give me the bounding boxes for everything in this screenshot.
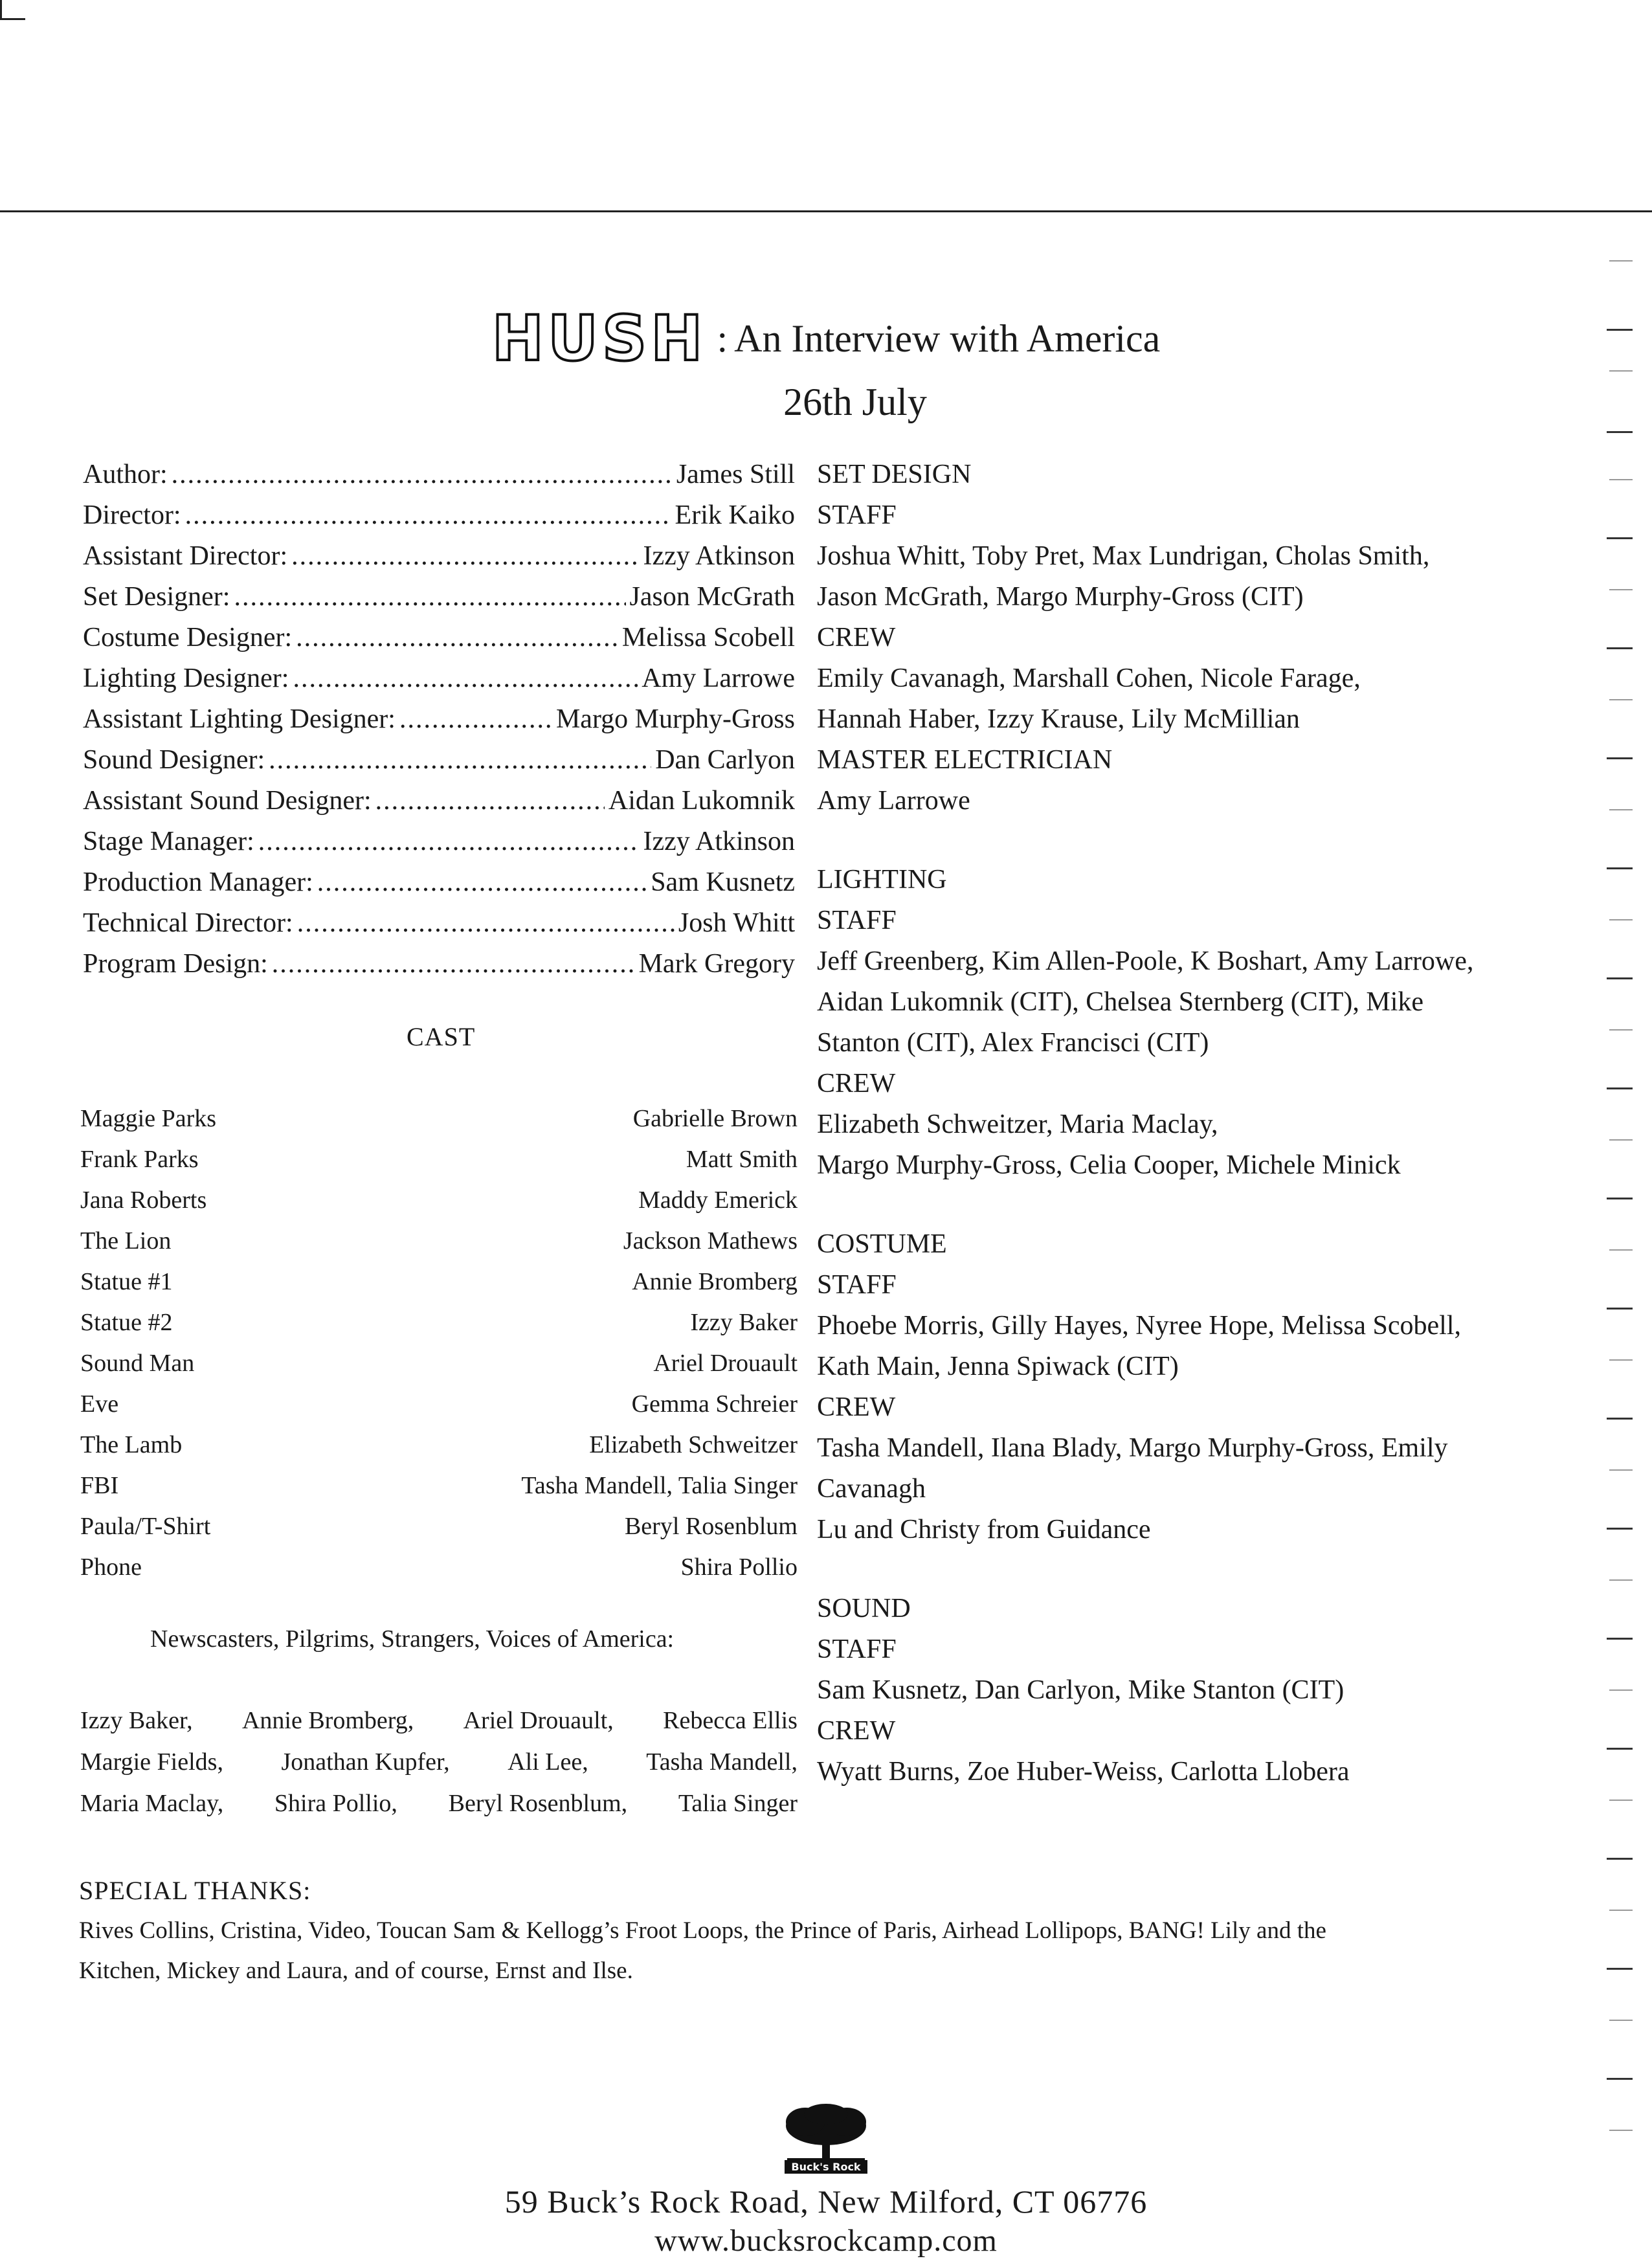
edge-mark: [1609, 2020, 1633, 2021]
set-crew-label: CREW: [817, 623, 896, 652]
credit-role: Technical Director:: [83, 908, 293, 938]
leader-dots: [293, 658, 638, 699]
character-name: FBI: [80, 1472, 119, 1499]
lighting-staff-label: STAFF: [817, 906, 897, 935]
ensemble-member: Rebecca Ellis: [663, 1707, 798, 1734]
set-staff-label: STAFF: [817, 500, 897, 530]
character-name: The Lion: [80, 1227, 172, 1254]
show-subtitle: An Interview with America: [734, 317, 1161, 360]
credit-name: Izzy Atkinson: [643, 541, 795, 571]
actor-name: Elizabeth Schweitzer: [589, 1431, 798, 1458]
special-thanks-line: Rives Collins, Cristina, Video, Toucan Sam & Kellogg’s Froot Loops, the Prince of Paris, Airhead Lollipops, BANG! Lily and the: [79, 1917, 1326, 1944]
credit-name: Mark Gregory: [638, 949, 795, 979]
cast-heading: CAST: [407, 1022, 476, 1051]
cast-row: [80, 1425, 798, 1466]
page-fold-line: [0, 210, 1652, 212]
credit-row: [83, 495, 795, 536]
cast-list: [80, 1098, 798, 1588]
cast-row: [80, 1139, 798, 1180]
edge-mark: [1607, 977, 1633, 979]
edge-mark: [1607, 1638, 1633, 1640]
edge-mark: [1607, 1087, 1633, 1089]
cast-row: [80, 1384, 798, 1425]
section-gap: [817, 1550, 1555, 1589]
edge-mark: [1609, 699, 1633, 700]
credit-row: [83, 862, 795, 903]
credit-row: [83, 781, 795, 821]
costume-staff-line: Phoebe Morris, Gilly Hayes, Nyree Hope, Melissa Scobell,: [817, 1311, 1461, 1341]
camp-footer: [0, 2104, 1652, 2258]
edge-mark: [1609, 589, 1633, 590]
cast-row: [80, 1180, 798, 1221]
credit-name: Josh Whitt: [678, 908, 795, 938]
credit-name: Sam Kusnetz: [651, 867, 795, 897]
edge-mark: [1609, 1800, 1633, 1801]
ensemble-line: [80, 1741, 798, 1783]
crew-departments: [817, 454, 1555, 1792]
ensemble-member: Ali Lee,: [508, 1748, 588, 1776]
ensemble-member: Beryl Rosenblum,: [448, 1790, 628, 1817]
character-name: Jana Roberts: [80, 1187, 207, 1214]
credit-name: James Still: [676, 460, 795, 489]
leader-dots: [291, 536, 639, 577]
edge-mark: [1609, 1359, 1633, 1361]
tree-icon: [781, 2104, 871, 2162]
set-crew-line: Emily Cavanagh, Marshall Cohen, Nicole Farage,: [817, 663, 1361, 693]
credit-name: Melissa Scobell: [621, 623, 795, 652]
credit-row: [83, 454, 795, 495]
credit-row: [83, 536, 795, 577]
special-thanks: [79, 1871, 1503, 1991]
show-logo: HUSH: [491, 302, 707, 375]
credit-name: Erik Kaiko: [675, 500, 795, 530]
master-electrician-name: Amy Larrowe: [817, 786, 970, 816]
actor-name: Shira Pollio: [680, 1554, 798, 1581]
ensemble-member: Tasha Mandell,: [646, 1748, 798, 1776]
leader-dots: [269, 740, 651, 781]
actor-name: Beryl Rosenblum: [624, 1513, 798, 1540]
credit-name: Margo Murphy-Gross: [555, 704, 795, 734]
ensemble-list: [80, 1700, 798, 1824]
ensemble-member: Shira Pollio,: [274, 1790, 397, 1817]
lighting-crew-line: Margo Murphy-Gross, Celia Cooper, Michele Minick: [817, 1150, 1401, 1180]
credit-row: [83, 699, 795, 740]
sound-staff-line: Sam Kusnetz, Dan Carlyon, Mike Stanton (CIT): [817, 1675, 1345, 1705]
special-thanks-line: Kitchen, Mickey and Laura, and of course, Ernst and Ilse.: [79, 1957, 633, 1984]
credit-row: [83, 740, 795, 781]
edge-mark: [1607, 431, 1633, 433]
leader-dots: [185, 495, 671, 536]
sound-staff-label: STAFF: [817, 1634, 897, 1664]
credit-role: Stage Manager:: [83, 827, 254, 856]
costume-crew-label: CREW: [817, 1392, 896, 1422]
character-name: Frank Parks: [80, 1146, 199, 1173]
credit-name: Izzy Atkinson: [643, 827, 795, 856]
character-name: Eve: [80, 1390, 119, 1418]
actor-name: Gemma Schreier: [631, 1390, 798, 1418]
leader-dots: [234, 577, 625, 618]
cast-row: [80, 1302, 798, 1343]
costume-staff-line: Kath Main, Jenna Spiwack (CIT): [817, 1352, 1179, 1381]
edge-mark: [1609, 919, 1633, 920]
credit-role: Sound Designer:: [83, 745, 265, 775]
ensemble-member: Margie Fields,: [80, 1748, 223, 1776]
edge-mark: [1607, 647, 1633, 649]
character-name: Maggie Parks: [80, 1105, 217, 1132]
actor-name: Annie Bromberg: [632, 1268, 798, 1295]
sound-crew-line: Wyatt Burns, Zoe Huber-Weiss, Carlotta Llobera: [817, 1757, 1350, 1787]
edge-mark: [1609, 1249, 1633, 1251]
org-label: Buck's Rock: [785, 2160, 867, 2174]
lighting-staff-line: Stanton (CIT), Alex Francisci (CIT): [817, 1028, 1209, 1058]
leader-dots: [399, 699, 552, 740]
credit-role: Assistant Director:: [83, 541, 288, 571]
sound-title: SOUND: [817, 1594, 911, 1623]
actor-name: Tasha Mandell, Talia Singer: [521, 1472, 798, 1499]
leader-dots: [375, 781, 605, 821]
edge-mark: [1609, 260, 1633, 262]
show-colon: :: [717, 317, 728, 360]
ensemble-member: Annie Bromberg,: [241, 1707, 414, 1734]
leader-dots: [317, 862, 647, 903]
credit-name: Aidan Lukomnik: [608, 786, 795, 816]
ensemble-member: Ariel Drouault,: [463, 1707, 614, 1734]
edge-mark: [1609, 1139, 1633, 1141]
cast-row: [80, 1262, 798, 1302]
ensemble-line: [80, 1700, 798, 1741]
credit-role: Production Manager:: [83, 867, 313, 897]
costume-crew-line: Cavanagh: [817, 1474, 926, 1504]
cast-row: [80, 1221, 798, 1262]
edge-mark: [1609, 1910, 1633, 1911]
special-thanks-heading: SPECIAL THANKS:: [79, 1876, 311, 1905]
actor-name: Maddy Emerick: [638, 1187, 798, 1214]
character-name: Statue #2: [80, 1309, 173, 1336]
actor-name: Jackson Mathews: [623, 1227, 798, 1254]
set-crew-line: Hannah Haber, Izzy Krause, Lily McMillian: [817, 704, 1300, 734]
edge-mark: [1607, 1528, 1633, 1530]
actor-name: Matt Smith: [686, 1146, 798, 1173]
binding-edge-marks: [1599, 246, 1633, 2175]
ensemble-member: Talia Singer: [678, 1790, 798, 1817]
credit-role: Set Designer:: [83, 582, 230, 612]
actor-name: Izzy Baker: [690, 1309, 798, 1336]
credit-role: Director:: [83, 500, 181, 530]
sound-crew-label: CREW: [817, 1716, 896, 1746]
credit-role: Assistant Sound Designer:: [83, 786, 372, 816]
costume-staff-label: STAFF: [817, 1270, 897, 1300]
cast-row: [80, 1547, 798, 1588]
credit-role: Program Design:: [83, 949, 268, 979]
ensemble-line: [80, 1783, 798, 1824]
program-header: [0, 302, 1652, 425]
leader-dots: [297, 903, 675, 944]
character-name: Paula/T-Shirt: [80, 1513, 211, 1540]
edge-mark: [1607, 1748, 1633, 1750]
edge-mark: [1607, 1198, 1633, 1199]
costume-crew-line: Lu and Christy from Guidance: [817, 1515, 1151, 1544]
character-name: Phone: [80, 1554, 142, 1581]
edge-mark: [1607, 1858, 1633, 1860]
cast-row: [80, 1506, 798, 1547]
lighting-crew-label: CREW: [817, 1069, 896, 1098]
credit-name: Dan Carlyon: [655, 745, 795, 775]
credit-name: Amy Larrowe: [642, 663, 795, 693]
cast-row: [80, 1466, 798, 1506]
camp-address: 59 Buck’s Rock Road, New Milford, CT 06776: [504, 2183, 1148, 2220]
edge-mark: [1609, 1469, 1633, 1471]
credit-role: Lighting Designer:: [83, 663, 289, 693]
leader-dots: [172, 454, 673, 495]
character-name: Statue #1: [80, 1268, 173, 1295]
camp-website: www.bucksrockcamp.com: [654, 2224, 998, 2258]
set-staff-line: Jason McGrath, Margo Murphy-Gross (CIT): [817, 582, 1304, 612]
edge-mark: [1607, 757, 1633, 759]
lighting-title: LIGHTING: [817, 865, 947, 895]
credit-row: [83, 577, 795, 618]
edge-mark: [1609, 1579, 1633, 1581]
title-row: [0, 302, 1652, 375]
edge-mark: [1607, 537, 1633, 539]
leader-dots: [272, 944, 635, 985]
edge-mark: [1609, 479, 1633, 480]
ensemble-member: Jonathan Kupfer,: [281, 1748, 450, 1776]
leader-dots: [258, 821, 640, 862]
performance-date: 26th July: [783, 381, 927, 423]
section-gap: [817, 821, 1555, 860]
ensemble-heading: Newscasters, Pilgrims, Strangers, Voices of America:: [150, 1625, 675, 1653]
credit-role: Costume Designer:: [83, 623, 293, 652]
set-staff-line: Joshua Whitt, Toby Pret, Max Lundrigan, Cholas Smith,: [817, 541, 1430, 571]
credit-role: Assistant Lighting Designer:: [83, 704, 396, 734]
character-name: Sound Man: [80, 1350, 195, 1377]
master-electrician-label: MASTER ELECTRICIAN: [817, 745, 1113, 775]
edge-mark: [1609, 1029, 1633, 1031]
section-gap: [817, 1186, 1555, 1224]
lighting-staff-line: Jeff Greenberg, Kim Allen-Poole, K Boshart, Amy Larrowe,: [817, 946, 1474, 976]
credit-row: [83, 903, 795, 944]
character-name: The Lamb: [80, 1431, 183, 1458]
ensemble-member: Izzy Baker,: [80, 1707, 193, 1734]
cast-row: [80, 1343, 798, 1384]
credit-row: [83, 821, 795, 862]
lighting-staff-line: Aidan Lukomnik (CIT), Chelsea Sternberg (CIT), Mike: [817, 987, 1424, 1017]
costume-title: COSTUME: [817, 1229, 947, 1259]
ensemble-member: Maria Maclay,: [80, 1790, 224, 1817]
credit-row: [83, 658, 795, 699]
actor-name: Ariel Drouault: [653, 1350, 798, 1377]
edge-mark: [1609, 809, 1633, 810]
cast-row: [80, 1098, 798, 1139]
edge-mark: [1607, 1308, 1633, 1310]
credit-row: [83, 618, 795, 658]
page-corner-mark: [0, 0, 25, 20]
production-credits: [83, 454, 795, 985]
edge-mark: [1607, 867, 1633, 869]
actor-name: Gabrielle Brown: [632, 1105, 798, 1132]
credit-name: Jason McGrath: [629, 582, 795, 612]
edge-mark: [1607, 1418, 1633, 1420]
set-design-title: SET DESIGN: [817, 460, 972, 489]
credit-role: Author:: [83, 460, 168, 489]
lighting-crew-line: Elizabeth Schweitzer, Maria Maclay,: [817, 1109, 1218, 1139]
costume-crew-line: Tasha Mandell, Ilana Blady, Margo Murphy-Gross, Emily: [817, 1433, 1448, 1463]
leader-dots: [296, 618, 618, 658]
edge-mark: [1607, 1968, 1633, 1970]
edge-mark: [1607, 2078, 1633, 2080]
edge-mark: [1609, 1689, 1633, 1691]
credit-row: [83, 944, 795, 985]
